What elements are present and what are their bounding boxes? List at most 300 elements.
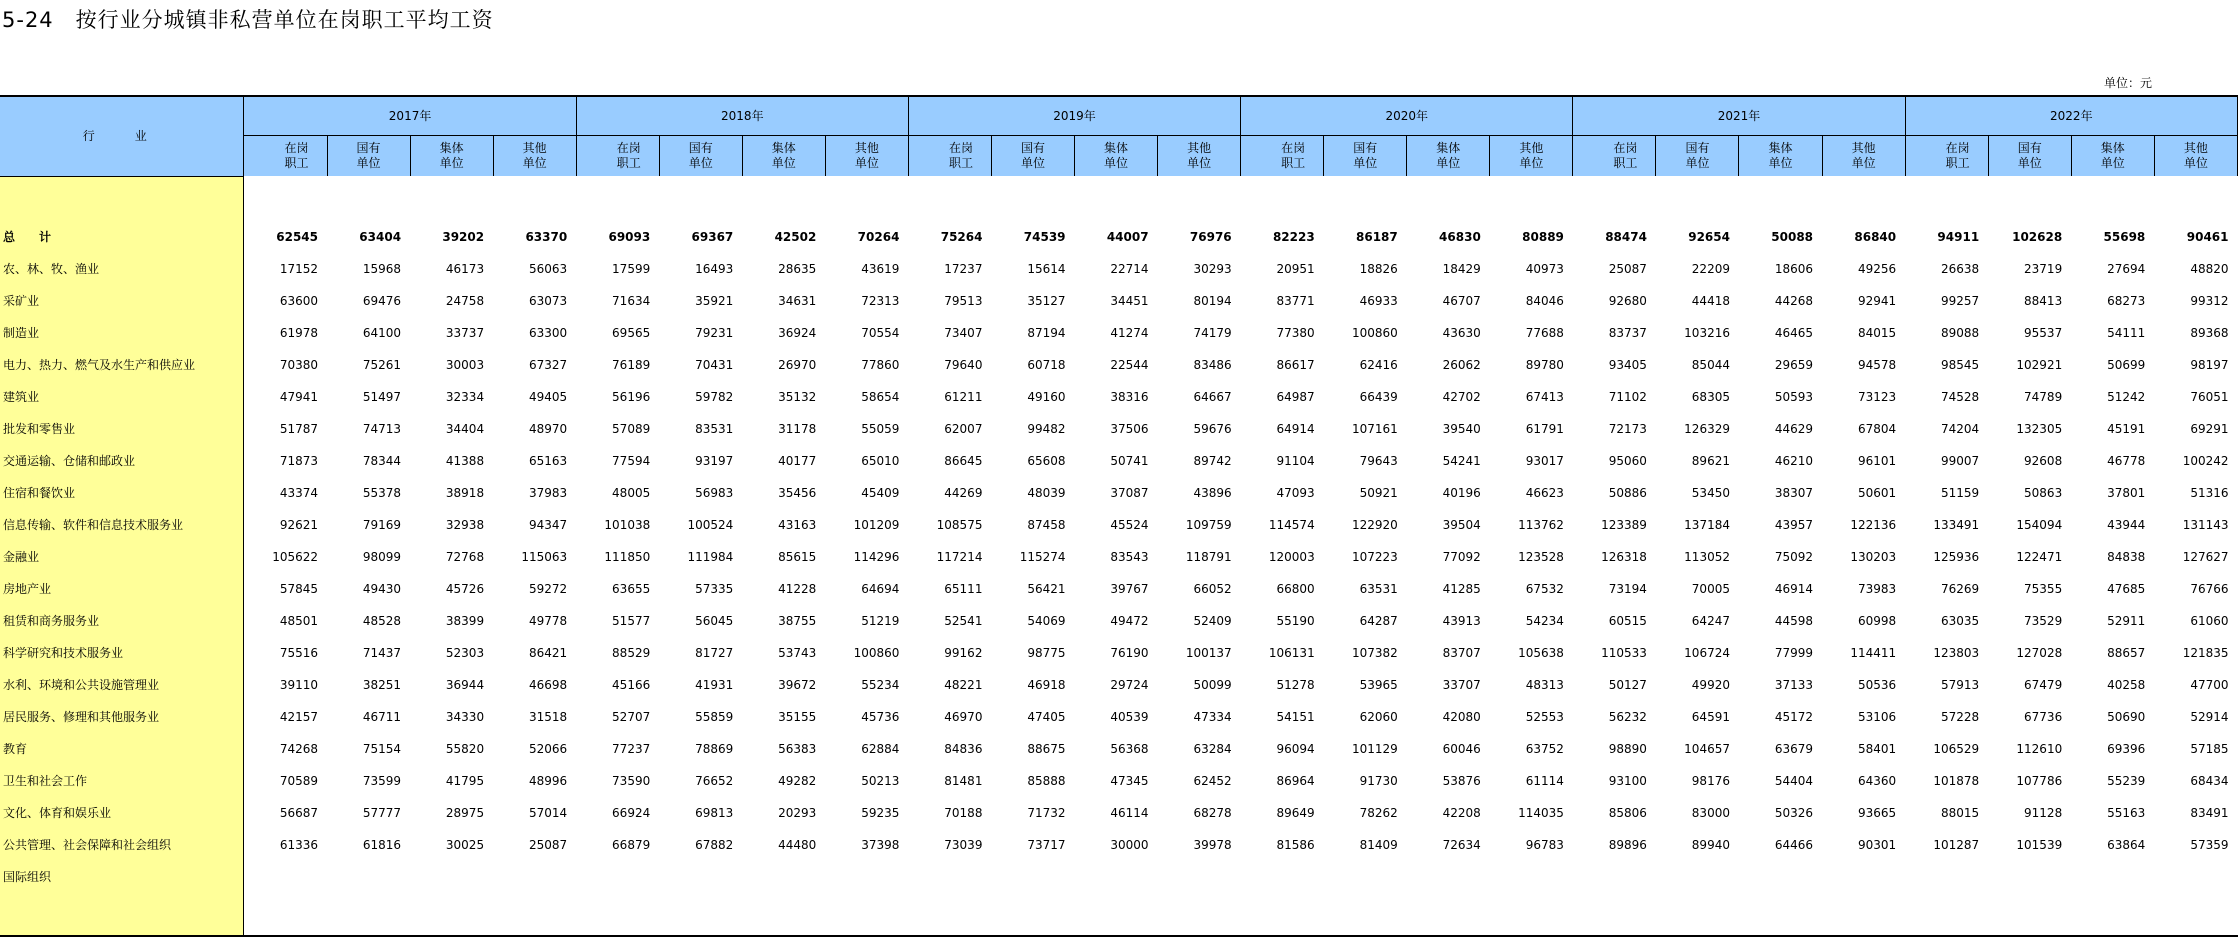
wage-value: 126318: [1601, 549, 1647, 564]
wage-value: 64466: [1774, 837, 1814, 852]
wage-value: 89649: [1276, 805, 1315, 820]
wage-value: 73983: [1857, 581, 1897, 596]
wage-value: [991, 861, 1074, 893]
wage-value: 73194: [1608, 581, 1647, 596]
wage-value: 41285: [1442, 581, 1481, 596]
wage-value: 36944: [445, 677, 485, 692]
wage-value: 62060: [1359, 709, 1398, 724]
wage-value: 88657: [2107, 645, 2146, 660]
wage-value: 47941: [279, 389, 318, 404]
subcolumn-header: 国有 单位: [991, 136, 1074, 177]
wage-value: 63284: [1193, 741, 1232, 756]
wage-value: 59676: [1193, 421, 1232, 436]
wage-value: 26970: [778, 357, 817, 372]
wage-value: 56983: [695, 485, 734, 500]
wage-value: 100242: [2182, 453, 2229, 468]
wage-value: 43630: [1442, 325, 1481, 340]
wage-value: 88474: [1605, 229, 1647, 244]
wage-value: [1739, 861, 1822, 893]
industry-name: 水利、环境和公共设施管理业: [0, 669, 244, 701]
spacer-cell: [742, 893, 825, 936]
wage-value: 45524: [1110, 517, 1149, 532]
wage-value: 71437: [362, 645, 402, 660]
wage-value: 42208: [1442, 805, 1481, 820]
wage-value: 43163: [778, 517, 817, 532]
wage-value: 57359: [2190, 837, 2229, 852]
wage-value: 62545: [276, 229, 318, 244]
wage-value: 39110: [279, 677, 318, 692]
wage-value: 63073: [529, 293, 568, 308]
year-header: 2021年: [1573, 96, 1905, 136]
wage-value: 51219: [861, 613, 900, 628]
wage-value: [1324, 861, 1407, 893]
wage-value: 43957: [1774, 517, 1814, 532]
wage-value: 98176: [1691, 773, 1730, 788]
wage-value: 84838: [2107, 549, 2146, 564]
wage-value: 101287: [1933, 837, 1980, 852]
wage-value: 91128: [2024, 805, 2063, 820]
wage-value: 54151: [1276, 709, 1315, 724]
table-row: [0, 349, 2238, 381]
year-header: 2022年: [1905, 96, 2237, 136]
wage-value: 37398: [861, 837, 900, 852]
wage-value: 41228: [778, 581, 817, 596]
wage-value: 100860: [853, 645, 900, 660]
wage-value: 76652: [695, 773, 734, 788]
wage-value: 41931: [695, 677, 734, 692]
subcolumn-header: 国有 单位: [1656, 136, 1739, 177]
wage-value: 69813: [695, 805, 734, 820]
wage-value: 39504: [1442, 517, 1481, 532]
wage-value: 71102: [1608, 389, 1647, 404]
spacer-cell: [1656, 176, 1739, 221]
industry-name: 交通运输、仓储和邮政业: [0, 445, 244, 477]
wage-value: 38307: [1774, 485, 1814, 500]
wage-value: 83486: [1193, 357, 1232, 372]
spacer-cell: [825, 893, 908, 936]
wage-value: 106724: [1684, 645, 1730, 660]
wage-value: 79169: [362, 517, 402, 532]
wage-value: 22544: [1110, 357, 1149, 372]
wage-value: 115274: [1019, 549, 1066, 564]
wage-value: 36924: [778, 325, 817, 340]
wage-value: 65010: [861, 453, 900, 468]
wage-value: 88529: [612, 645, 651, 660]
wage-value: 123803: [1933, 645, 1980, 660]
wage-value: 69476: [362, 293, 402, 308]
wage-value: 46173: [445, 261, 485, 276]
wage-value: 77380: [1276, 325, 1315, 340]
wage-value: 107382: [1351, 645, 1398, 660]
wage-value: 52553: [1525, 709, 1564, 724]
wage-value: 31178: [778, 421, 817, 436]
wage-value: 83543: [1110, 549, 1149, 564]
wage-value: 68278: [1193, 805, 1232, 820]
wage-value: 41274: [1110, 325, 1149, 340]
industry-name: 信息传输、软件和信息技术服务业: [0, 509, 244, 541]
wage-value: 49920: [1691, 677, 1730, 692]
spacer-cell: [244, 893, 327, 936]
wage-value: 46210: [1774, 453, 1814, 468]
wage-value: 69565: [612, 325, 651, 340]
wage-value: 30003: [445, 357, 485, 372]
wage-value: [825, 861, 908, 893]
wage-value: 55698: [2103, 229, 2146, 244]
wage-value: 61816: [362, 837, 402, 852]
wage-value: 57185: [2190, 741, 2229, 756]
subcolumn-header: 集体 单位: [1407, 136, 1490, 177]
industry-name: 制造业: [0, 317, 244, 349]
spacer-cell: [742, 176, 825, 221]
wage-value: 89088: [1940, 325, 1980, 340]
wage-value: 38755: [778, 613, 817, 628]
wage-value: 69367: [691, 229, 734, 244]
wage-value: 94347: [529, 517, 568, 532]
wage-value: 20293: [778, 805, 817, 820]
wage-value: 122136: [1850, 517, 1897, 532]
spacer-cell: [1075, 176, 1158, 221]
wage-value: 40196: [1442, 485, 1481, 500]
wage-value: 65163: [529, 453, 568, 468]
wage-value: 42080: [1442, 709, 1481, 724]
wage-value: 59235: [861, 805, 900, 820]
industry-name: 总 计: [0, 221, 244, 253]
spacer-cell: [2154, 893, 2237, 936]
page-title: 5-24 按行业分城镇非私营单位在岗职工平均工资: [2, 8, 494, 32]
wage-value: 109759: [1185, 517, 1232, 532]
industry-name: 卫生和社会工作: [0, 765, 244, 797]
wage-value: 37133: [1774, 677, 1814, 692]
wage-value: 86617: [1276, 357, 1315, 372]
industry-name: 金融业: [0, 541, 244, 573]
wage-value: 86187: [1356, 229, 1398, 244]
wage-value: 22209: [1691, 261, 1730, 276]
wage-value: 49282: [778, 773, 817, 788]
wage-value: [1656, 861, 1739, 893]
wage-value: 83000: [1691, 805, 1730, 820]
wage-value: 98197: [2190, 357, 2229, 372]
year-header: 2018年: [576, 96, 908, 136]
wage-value: 92680: [1608, 293, 1647, 308]
wage-value: 44629: [1774, 421, 1814, 436]
wage-value: 70589: [279, 773, 318, 788]
year-header: 2020年: [1241, 96, 1573, 136]
wage-value: 50593: [1774, 389, 1814, 404]
wage-value: 38399: [445, 613, 485, 628]
wage-value: 76051: [2190, 389, 2229, 404]
table-row: [0, 413, 2238, 445]
wage-value: 51159: [1940, 485, 1980, 500]
spacer-cell: [1905, 893, 1988, 936]
wage-value: 98545: [1940, 357, 1980, 372]
wage-value: 56045: [695, 613, 734, 628]
spacer-cell: [1075, 893, 1158, 936]
industry-column-header: 行 业: [0, 96, 244, 176]
wage-value: 81481: [944, 773, 983, 788]
wage-value: 76976: [1189, 229, 1232, 244]
wage-value: 33737: [445, 325, 485, 340]
wage-value: 48528: [362, 613, 402, 628]
wage-value: 118791: [1185, 549, 1232, 564]
wage-value: 76269: [1940, 581, 1980, 596]
wage-value: 73407: [944, 325, 983, 340]
wage-value: 33707: [1442, 677, 1481, 692]
wage-value: 68305: [1691, 389, 1730, 404]
wage-value: 47093: [1276, 485, 1315, 500]
wage-value: 57335: [695, 581, 734, 596]
spacer-cell: [1158, 176, 1241, 221]
wage-value: 69093: [608, 229, 651, 244]
wage-value: 88015: [1940, 805, 1980, 820]
wage-value: 77237: [612, 741, 651, 756]
wage-value: 83491: [2190, 805, 2229, 820]
industry-name: 教育: [0, 733, 244, 765]
wage-value: 22714: [1110, 261, 1149, 276]
unit-label: 单位：元: [2103, 76, 2152, 90]
spacer-cell: [576, 176, 659, 221]
wage-value: 114411: [1850, 645, 1897, 660]
industry-name: 批发和零售业: [0, 413, 244, 445]
wage-value: 99007: [1940, 453, 1980, 468]
wage-value: 73123: [1857, 389, 1897, 404]
wage-value: 84836: [944, 741, 983, 756]
wage-value: 77999: [1774, 645, 1814, 660]
wage-value: 82223: [1272, 229, 1315, 244]
wage-value: 43619: [861, 261, 900, 276]
wage-value: 18826: [1359, 261, 1398, 276]
wage-value: 39767: [1110, 581, 1149, 596]
wage-value: [493, 861, 576, 893]
wage-value: 111984: [687, 549, 734, 564]
wage-value: 107161: [1351, 421, 1398, 436]
spacer-cell: [908, 893, 991, 936]
wage-value: 50099: [1193, 677, 1232, 692]
wage-value: 77688: [1525, 325, 1564, 340]
wage-value: 49472: [1110, 613, 1149, 628]
wage-value: 55820: [445, 741, 485, 756]
wage-value: 56232: [1608, 709, 1647, 724]
wage-value: 35921: [695, 293, 734, 308]
wage-value: 88675: [1027, 741, 1066, 756]
wage-value: 101878: [1933, 773, 1980, 788]
wage-value: 74268: [279, 741, 318, 756]
wage-value: 93405: [1608, 357, 1647, 372]
wage-value: 46465: [1774, 325, 1814, 340]
spacer-cell: [825, 176, 908, 221]
subcolumn-header: 其他 单位: [493, 136, 576, 177]
wage-value: 34330: [445, 709, 485, 724]
wage-value: 101129: [1351, 741, 1398, 756]
wage-value: 93665: [1857, 805, 1897, 820]
wage-value: 41795: [445, 773, 485, 788]
wage-value: 48970: [529, 421, 568, 436]
wage-value: 46623: [1525, 485, 1564, 500]
wage-value: 93197: [695, 453, 734, 468]
wage-value: 64591: [1691, 709, 1730, 724]
wage-value: 59272: [529, 581, 568, 596]
wage-value: 75092: [1774, 549, 1814, 564]
wage-value: 17152: [279, 261, 318, 276]
wage-value: 26062: [1442, 357, 1481, 372]
wage-value: 45172: [1774, 709, 1814, 724]
spacer-cell: [2071, 893, 2154, 936]
wage-value: 52914: [2190, 709, 2229, 724]
wage-value: 70264: [857, 229, 900, 244]
industry-name: 住宿和餐饮业: [0, 477, 244, 509]
industry-name: 公共管理、社会保障和社会组织: [0, 829, 244, 861]
wage-value: 60718: [1027, 357, 1066, 372]
wage-value: 107223: [1351, 549, 1398, 564]
table-row: [0, 285, 2238, 317]
subcolumn-header: 在岗 职工: [1241, 136, 1324, 177]
wage-value: [2154, 861, 2237, 893]
wage-value: 94911: [1937, 229, 1980, 244]
wage-value: 81727: [695, 645, 734, 660]
spacer-cell: [908, 176, 991, 221]
wage-value: 45409: [861, 485, 900, 500]
wage-value: 52409: [1193, 613, 1232, 628]
wage-value: 83771: [1276, 293, 1315, 308]
wage-value: 46918: [1027, 677, 1066, 692]
wage-value: 48996: [529, 773, 568, 788]
wage-value: 55239: [2107, 773, 2146, 788]
table-row: [0, 829, 2238, 861]
wage-value: 45736: [861, 709, 900, 724]
wage-value: 96094: [1276, 741, 1315, 756]
wage-value: 75154: [362, 741, 402, 756]
wage-value: 72768: [445, 549, 485, 564]
wage-value: 137184: [1684, 517, 1730, 532]
wage-value: 77860: [861, 357, 900, 372]
wage-value: 56063: [529, 261, 568, 276]
wage-value: 50741: [1110, 453, 1149, 468]
wage-value: 90301: [1857, 837, 1897, 852]
wage-value: 50690: [2107, 709, 2146, 724]
wage-value: 20951: [1276, 261, 1315, 276]
wage-value: 95537: [2024, 325, 2063, 340]
wage-value: 73529: [2024, 613, 2063, 628]
wage-value: 28635: [778, 261, 817, 276]
subcolumn-header: 在岗 职工: [908, 136, 991, 177]
wage-value: 64914: [1276, 421, 1315, 436]
wage-value: 96101: [1857, 453, 1897, 468]
subcolumn-header: 集体 单位: [742, 136, 825, 177]
wage-value: 79513: [944, 293, 983, 308]
industry-spacer: [0, 893, 244, 936]
wage-value: 110533: [1601, 645, 1647, 660]
wage-value: 103216: [1684, 325, 1730, 340]
spacer-cell: [1573, 893, 1656, 936]
wage-value: 39672: [778, 677, 817, 692]
wage-value: [908, 861, 991, 893]
wage-value: 48313: [1525, 677, 1564, 692]
wage-value: 125936: [1933, 549, 1980, 564]
table-row: [0, 221, 2238, 253]
wage-value: 122920: [1351, 517, 1398, 532]
wage-value: 70188: [944, 805, 983, 820]
wage-value: 44598: [1774, 613, 1814, 628]
wage-value: 114035: [1518, 805, 1564, 820]
wage-value: 71732: [1027, 805, 1066, 820]
spacer-cell: [2154, 176, 2237, 221]
wage-value: 63864: [2107, 837, 2146, 852]
wage-value: 106131: [1268, 645, 1315, 660]
wage-value: 64667: [1193, 389, 1232, 404]
spacer-cell: [1407, 893, 1490, 936]
wage-value: 61978: [279, 325, 318, 340]
wage-value: 70554: [861, 325, 900, 340]
wage-value: 51787: [279, 421, 318, 436]
wage-value: 56368: [1110, 741, 1149, 756]
spacer-cell: [1739, 893, 1822, 936]
wage-value: 47345: [1110, 773, 1149, 788]
industry-spacer: [0, 176, 244, 221]
spacer-cell: [991, 176, 1074, 221]
wage-value: 50699: [2107, 357, 2146, 372]
wage-value: 50088: [1771, 229, 1814, 244]
spacer-cell: [991, 893, 1074, 936]
wage-value: 46914: [1774, 581, 1814, 596]
wage-value: 48005: [612, 485, 651, 500]
wage-value: 86964: [1276, 773, 1315, 788]
wage-value: 132305: [2016, 421, 2063, 436]
table-row: [0, 861, 2238, 893]
wage-value: 66879: [612, 837, 651, 852]
wage-value: 76766: [2190, 581, 2229, 596]
wage-value: 123528: [1518, 549, 1564, 564]
wage-value: 46711: [362, 709, 402, 724]
wage-value: 99257: [1940, 293, 1980, 308]
wage-value: 50601: [1857, 485, 1897, 500]
wage-value: 35132: [778, 389, 817, 404]
wage-value: 30293: [1193, 261, 1232, 276]
wage-value: 46778: [2107, 453, 2146, 468]
wage-value: 67882: [695, 837, 734, 852]
wage-value: 63600: [279, 293, 318, 308]
wage-value: 64360: [1857, 773, 1897, 788]
wage-value: 56383: [778, 741, 817, 756]
spacer-cell: [493, 176, 576, 221]
spacer-cell: [1324, 176, 1407, 221]
wage-value: 100137: [1185, 645, 1232, 660]
wage-value: 64287: [1359, 613, 1398, 628]
spacer-cell: [1241, 893, 1324, 936]
wage-value: 48221: [944, 677, 983, 692]
wage-value: 68273: [2107, 293, 2146, 308]
wage-value: 57228: [1940, 709, 1980, 724]
wage-value: 55163: [2107, 805, 2146, 820]
wage-value: 107786: [2016, 773, 2063, 788]
wage-value: [576, 861, 659, 893]
wage-value: 51497: [362, 389, 402, 404]
wage-value: 39540: [1442, 421, 1481, 436]
wage-value: 87194: [1027, 325, 1066, 340]
wage-value: 24758: [445, 293, 485, 308]
wage-value: 50326: [1774, 805, 1814, 820]
wage-value: 50886: [1608, 485, 1647, 500]
wage-value: 83737: [1608, 325, 1647, 340]
spacer-cell: [410, 176, 493, 221]
wage-value: 61336: [279, 837, 318, 852]
wage-value: 67413: [1525, 389, 1564, 404]
industry-name: 电力、热力、燃气及水生产和供应业: [0, 349, 244, 381]
wage-value: [327, 861, 410, 893]
wage-value: 63404: [359, 229, 402, 244]
wage-value: 46114: [1110, 805, 1149, 820]
table-row: [0, 797, 2238, 829]
table-row: [0, 701, 2238, 733]
wage-value: 43944: [2107, 517, 2146, 532]
